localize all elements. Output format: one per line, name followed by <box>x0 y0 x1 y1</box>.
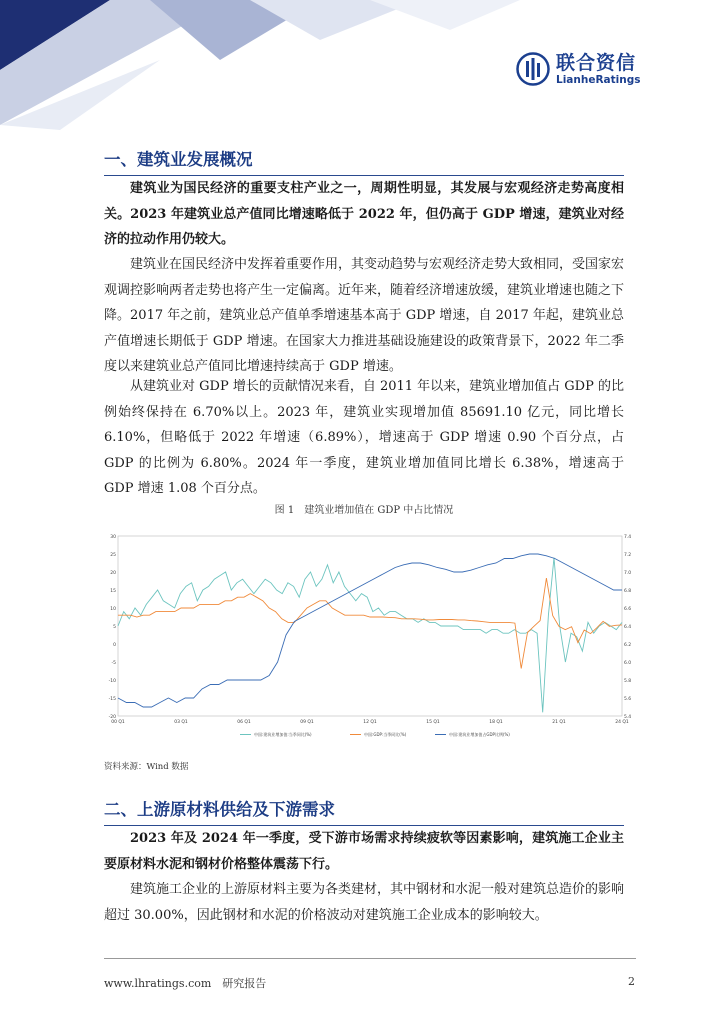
x-axis-tick: 24 Q1 <box>615 720 629 725</box>
right-axis-tick: 6.6 <box>624 607 632 612</box>
section-2-heading: 二、上游原材料供给及下游需求 <box>104 796 624 826</box>
left-axis-tick: -5 <box>111 661 116 666</box>
legend-label: 中国:建筑业增加值:当季同比(%) <box>254 732 312 737</box>
lianhe-logo-icon <box>516 52 550 86</box>
footer-divider <box>104 958 636 959</box>
figure-title: 图 1 建筑业增加值在 GDP 中占比情况 <box>274 505 454 516</box>
section-1-lead: 建筑业为国民经济的重要支柱产业之一，周期性明显，其发展与宏观经济走势高度相关。2023 年建筑业总产值同比增速略低于 2022 年，但仍高于 GDP 增速，建筑业对经济的拉动作用仍较大。 <box>104 181 624 247</box>
right-axis-tick: 6.8 <box>624 589 632 594</box>
logo-chinese: 联合资信 <box>556 52 637 74</box>
section-1-heading: 一、建筑业发展概况 <box>104 146 624 176</box>
chart-plot-area <box>118 536 622 716</box>
x-axis-tick: 12 Q1 <box>363 720 377 725</box>
section-2-paragraph-1: 建筑施工企业的上游原材料主要为各类建材，其中钢材和水泥一般对建筑总造价的影响超过 30.00%，因此钢材和水泥的价格波动对建筑施工企业成本的影响较大。 <box>104 882 625 923</box>
right-axis-tick: 6.4 <box>624 625 632 630</box>
x-axis-tick: 21 Q1 <box>552 720 566 725</box>
right-axis-tick: 5.4 <box>624 715 632 720</box>
x-axis-tick: 06 Q1 <box>237 720 251 725</box>
company-logo <box>516 52 640 86</box>
left-axis-tick: -20 <box>108 715 116 720</box>
series-line-3 <box>118 554 622 707</box>
left-axis-tick: 10 <box>110 607 116 612</box>
right-axis-tick: 7.0 <box>624 571 632 576</box>
right-axis-tick: 5.6 <box>624 697 632 702</box>
left-axis-tick: 0 <box>113 643 116 648</box>
section-1-paragraph-2: 从建筑业对 GDP 增长的贡献情况来看，自 2011 年以来，建筑业增加值占 GDP 的比例始终保持在 6.70%以上。2023 年，建筑业实现增加值 85691.10 亿元，同比增长 6.10%，但略低于 2022 年增速（6.89%），增速高于 GDP 增速 0.90 个百分点，占 GDP 的比例为 6.80%。2024 年一季度，建筑业增加值同比增长 6.38%，增速高于 GDP 增速 1.08 个百分点。 <box>104 379 624 496</box>
x-axis-tick: 00 Q1 <box>111 720 125 725</box>
section-2-lead: 2023 年及 2024 年一季度，受下游市场需求持续疲软等因素影响，建筑施工企业主要原材料水泥和钢材价格整体震荡下行。 <box>104 831 624 872</box>
left-axis-tick: 15 <box>110 589 116 594</box>
x-axis-tick: 09 Q1 <box>300 720 314 725</box>
page-number: 2 <box>628 975 635 988</box>
left-axis-tick: -15 <box>108 697 116 702</box>
construction-gdp-chart <box>104 526 636 751</box>
right-axis-tick: 7.2 <box>624 553 632 558</box>
right-axis-tick: 6.0 <box>624 661 632 666</box>
legend-label: 中国:建筑业增加值占GDP比例(%) <box>449 732 510 737</box>
left-axis-tick: 25 <box>110 553 116 558</box>
logo-english: LianheRatings <box>556 74 641 86</box>
figure-source: 资料来源：Wind 数据 <box>104 762 189 772</box>
legend-label: 中国:GDP:当季同比(%) <box>364 732 407 737</box>
section-1-paragraph-1: 建筑业在国民经济中发挥着重要作用，其变动趋势与宏观经济走势大致相同，受国家宏观调控影响两者走势也将产生一定偏离。近年来，随着经济增速放缓，建筑业增速也随之下降。2017 年之前，建筑业总产值单季增速基本高于 GDP 增速，自 2017 年起，建筑业总产值增速长期低于 GDP 增速。在国家大力推进基础设施建设的政策背景下，2022 年二季度以来建筑业总产值同比增速持续高于 GDP 增速。 <box>104 257 625 374</box>
footer-site: www.lhratings.com 研究报告 <box>104 977 267 990</box>
right-axis-tick: 5.8 <box>624 679 632 684</box>
x-axis-tick: 15 Q1 <box>426 720 440 725</box>
right-axis-tick: 7.4 <box>624 535 632 540</box>
x-axis-tick: 03 Q1 <box>174 720 188 725</box>
left-axis-tick: 20 <box>110 571 116 576</box>
x-axis-tick: 18 Q1 <box>489 720 503 725</box>
left-axis-tick: -10 <box>108 679 116 684</box>
left-axis-tick: 30 <box>110 535 116 540</box>
right-axis-tick: 6.2 <box>624 643 632 648</box>
left-axis-tick: 5 <box>113 625 116 630</box>
